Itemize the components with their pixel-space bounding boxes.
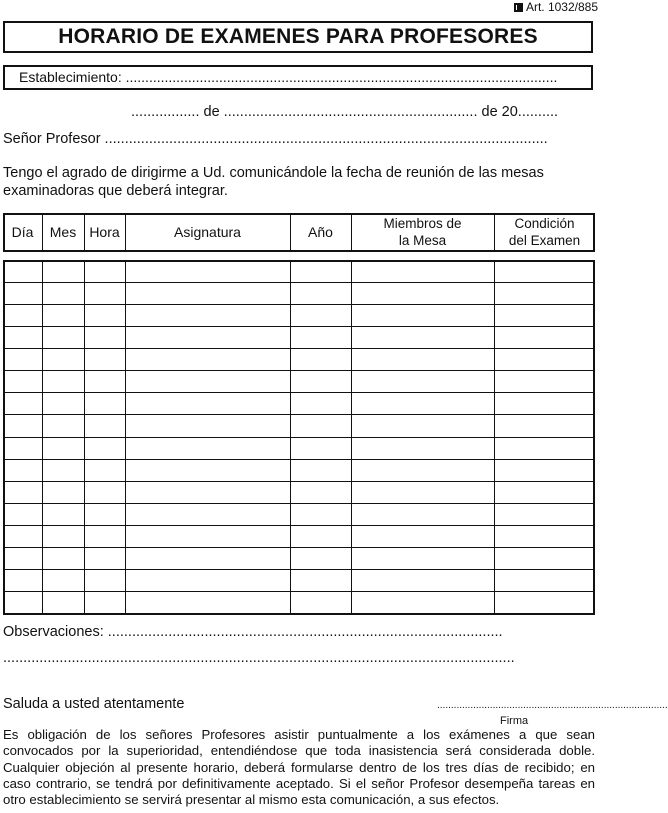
- table-cell[interactable]: [126, 570, 289, 590]
- table-cell[interactable]: [291, 393, 350, 413]
- table-cell[interactable]: [352, 261, 493, 281]
- table-cell[interactable]: [4, 526, 41, 546]
- table-header-column-rule: [593, 213, 595, 252]
- table-cell[interactable]: [4, 482, 41, 502]
- table-cell[interactable]: [85, 283, 124, 303]
- table-header-column-rule: [125, 213, 126, 252]
- table-cell[interactable]: [4, 283, 41, 303]
- table-cell[interactable]: [352, 526, 493, 546]
- table-cell[interactable]: [126, 327, 289, 347]
- signature-line[interactable]: ...................................................................................: [437, 700, 668, 711]
- header-miembros-line-2: la Mesa: [398, 232, 447, 248]
- table-cell[interactable]: [4, 415, 41, 435]
- header-mes-label: Mes: [49, 223, 77, 240]
- table-cell[interactable]: [126, 415, 289, 435]
- table-cell[interactable]: [43, 393, 83, 413]
- table-cell[interactable]: [291, 371, 350, 391]
- table-cell[interactable]: [85, 526, 124, 546]
- intro-text-line-2: examinadoras que deberá integrar.: [3, 183, 228, 199]
- table-cell[interactable]: [4, 261, 41, 281]
- table-cell[interactable]: [43, 548, 83, 568]
- table-cell[interactable]: [291, 305, 350, 325]
- table-cell[interactable]: [495, 371, 594, 391]
- table-cell[interactable]: [43, 504, 83, 524]
- table-cell[interactable]: [352, 460, 493, 480]
- table-cell[interactable]: [4, 570, 41, 590]
- header-miembros-line-1: Miembros de: [383, 215, 462, 231]
- table-header-column-rule: [84, 213, 85, 252]
- table-cell[interactable]: [291, 460, 350, 480]
- table-cell[interactable]: [352, 393, 493, 413]
- table-body-border-bottom: [3, 613, 595, 615]
- table-cell[interactable]: [85, 327, 124, 347]
- table-cell[interactable]: [85, 548, 124, 568]
- header-asignatura-label: Asignatura: [174, 223, 241, 240]
- table-cell[interactable]: [4, 371, 41, 391]
- header-hora-label: Hora: [89, 223, 120, 240]
- establecimiento-label: Establecimiento: ...............................................................................................................: [19, 69, 558, 85]
- article-code: [514, 0, 598, 14]
- observaciones-field-continuation[interactable]: ...............................................................................................................................: [3, 650, 515, 666]
- table-cell[interactable]: [495, 438, 594, 458]
- header-miembros-de-la-mesa: [351, 213, 494, 250]
- table-cell[interactable]: [43, 261, 83, 281]
- table-cell[interactable]: [43, 482, 83, 502]
- table-header-border-top: [3, 213, 595, 215]
- header-anio-label: Año: [308, 223, 333, 240]
- table-cell[interactable]: [4, 438, 41, 458]
- header-asignatura: [125, 213, 290, 250]
- intro-text-line-1: Tengo el agrado de dirigirme a Ud. comunicándole la fecha de reunión de las mesas: [3, 165, 544, 181]
- table-cell[interactable]: [291, 548, 350, 568]
- table-cell[interactable]: [4, 305, 41, 325]
- table-cell[interactable]: [495, 526, 594, 546]
- date-field[interactable]: ................. de ............................................................... de 20..........: [131, 104, 559, 120]
- table-cell[interactable]: [291, 504, 350, 524]
- table-cell[interactable]: [495, 504, 594, 524]
- establecimiento-field[interactable]: [3, 65, 593, 90]
- table-cell[interactable]: [495, 327, 594, 347]
- table-cell[interactable]: [126, 261, 289, 281]
- header-dia-label: Día: [11, 223, 34, 240]
- table-cell[interactable]: [85, 393, 124, 413]
- table-cell[interactable]: [352, 504, 493, 524]
- table-cell[interactable]: [291, 482, 350, 502]
- table-cell[interactable]: [495, 261, 594, 281]
- table-cell[interactable]: [495, 393, 594, 413]
- table-cell[interactable]: [85, 460, 124, 480]
- table-header-border-bottom: [3, 250, 595, 252]
- table-header-column-rule: [290, 213, 291, 252]
- table-header-column-rule: [494, 213, 495, 252]
- table-cell[interactable]: [126, 526, 289, 546]
- table-cell[interactable]: [291, 526, 350, 546]
- table-cell[interactable]: [43, 327, 83, 347]
- table-cell[interactable]: [126, 482, 289, 502]
- table-cell[interactable]: [291, 438, 350, 458]
- observaciones-field[interactable]: Observaciones: ..................................................................................................: [3, 624, 503, 640]
- table-cell[interactable]: [495, 548, 594, 568]
- table-cell[interactable]: [126, 460, 289, 480]
- header-dia: [3, 213, 42, 250]
- table-cell[interactable]: [352, 570, 493, 590]
- signature-label: Firma: [500, 715, 529, 727]
- table-header-column-rule: [3, 213, 5, 252]
- table-cell[interactable]: [43, 460, 83, 480]
- header-anio: [290, 213, 351, 250]
- table-cell[interactable]: [85, 438, 124, 458]
- table-cell[interactable]: [352, 371, 493, 391]
- table-cell[interactable]: [126, 548, 289, 568]
- table-cell[interactable]: [43, 592, 83, 612]
- table-cell[interactable]: [85, 371, 124, 391]
- article-code-text: Art. 1032/885: [525, 0, 598, 14]
- header-condicion-line-1: Condición: [514, 215, 575, 231]
- form-title: [3, 21, 593, 53]
- table-cell[interactable]: [4, 548, 41, 568]
- table-cell[interactable]: [126, 349, 289, 369]
- table-cell[interactable]: [4, 349, 41, 369]
- table-cell[interactable]: [43, 283, 83, 303]
- table-cell[interactable]: [352, 592, 493, 612]
- table-header-column-rule: [42, 213, 43, 252]
- footer-notice: Es obligación de los señores Profesores asistir puntualmente a los exámenes a que sean convocados por la superioridad, entendiéndose que toda inasistencia será considerada doble. Cualquier objeción al presente horario, deberá formularse dentro de los tres días de recibido; en caso contrario, se tendrá por definitivamente aceptado. Si el señor Profesor desempeña tareas en otro establecimiento se servirá presentar al mismo esta comunicación, a sus efectos.: [3, 727, 595, 808]
- table-cell[interactable]: [85, 261, 124, 281]
- table-cell[interactable]: [126, 283, 289, 303]
- table-cell[interactable]: [4, 393, 41, 413]
- header-hora: [84, 213, 125, 250]
- table-cell[interactable]: [291, 349, 350, 369]
- table-cell[interactable]: [4, 327, 41, 347]
- header-condicion-line-2: del Examen: [508, 232, 581, 248]
- table-cell[interactable]: [352, 305, 493, 325]
- table-cell[interactable]: [291, 261, 350, 281]
- closing-salutation: Saluda a usted atentamente: [3, 696, 185, 712]
- header-condicion-del-examen: [494, 213, 595, 250]
- table-cell[interactable]: [85, 570, 124, 590]
- table-cell[interactable]: [126, 371, 289, 391]
- table-cell[interactable]: [126, 305, 289, 325]
- table-cell[interactable]: [352, 327, 493, 347]
- table-cell[interactable]: [85, 305, 124, 325]
- table-cell[interactable]: [126, 504, 289, 524]
- table-cell[interactable]: [352, 438, 493, 458]
- table-cell[interactable]: [352, 482, 493, 502]
- table-cell[interactable]: [495, 592, 594, 612]
- table-cell[interactable]: [495, 570, 594, 590]
- table-cell[interactable]: [85, 415, 124, 435]
- table-header-column-rule: [351, 213, 352, 252]
- table-cell[interactable]: [4, 460, 41, 480]
- table-cell[interactable]: [43, 438, 83, 458]
- table-cell[interactable]: [291, 283, 350, 303]
- table-cell[interactable]: [495, 460, 594, 480]
- table-cell[interactable]: [126, 592, 289, 612]
- table-cell[interactable]: [43, 371, 83, 391]
- table-cell[interactable]: [43, 526, 83, 546]
- table-cell[interactable]: [43, 415, 83, 435]
- table-cell[interactable]: [291, 415, 350, 435]
- form-title-text: HORARIO DE EXAMENES PARA PROFESORES: [58, 25, 538, 48]
- publisher-logo-icon: [514, 3, 523, 12]
- table-cell[interactable]: [352, 349, 493, 369]
- senor-profesor-field[interactable]: Señor Profesor ..............................................................................................................: [3, 131, 548, 147]
- table-cell[interactable]: [85, 349, 124, 369]
- table-cell[interactable]: [495, 305, 594, 325]
- table-cell[interactable]: [4, 592, 41, 612]
- table-cell[interactable]: [495, 415, 594, 435]
- table-cell[interactable]: [85, 592, 124, 612]
- table-cell[interactable]: [352, 283, 493, 303]
- table-cell[interactable]: [85, 504, 124, 524]
- table-cell[interactable]: [291, 570, 350, 590]
- table-cell[interactable]: [126, 438, 289, 458]
- table-cell[interactable]: [495, 349, 594, 369]
- table-cell[interactable]: [85, 482, 124, 502]
- table-cell[interactable]: [291, 327, 350, 347]
- table-cell[interactable]: [126, 393, 289, 413]
- table-cell[interactable]: [291, 592, 350, 612]
- table-cell[interactable]: [43, 570, 83, 590]
- header-mes: [42, 213, 84, 250]
- table-cell[interactable]: [43, 349, 83, 369]
- table-cell[interactable]: [495, 283, 594, 303]
- table-cell[interactable]: [495, 482, 594, 502]
- table-cell[interactable]: [43, 305, 83, 325]
- table-cell[interactable]: [352, 548, 493, 568]
- table-cell[interactable]: [4, 504, 41, 524]
- table-cell[interactable]: [352, 415, 493, 435]
